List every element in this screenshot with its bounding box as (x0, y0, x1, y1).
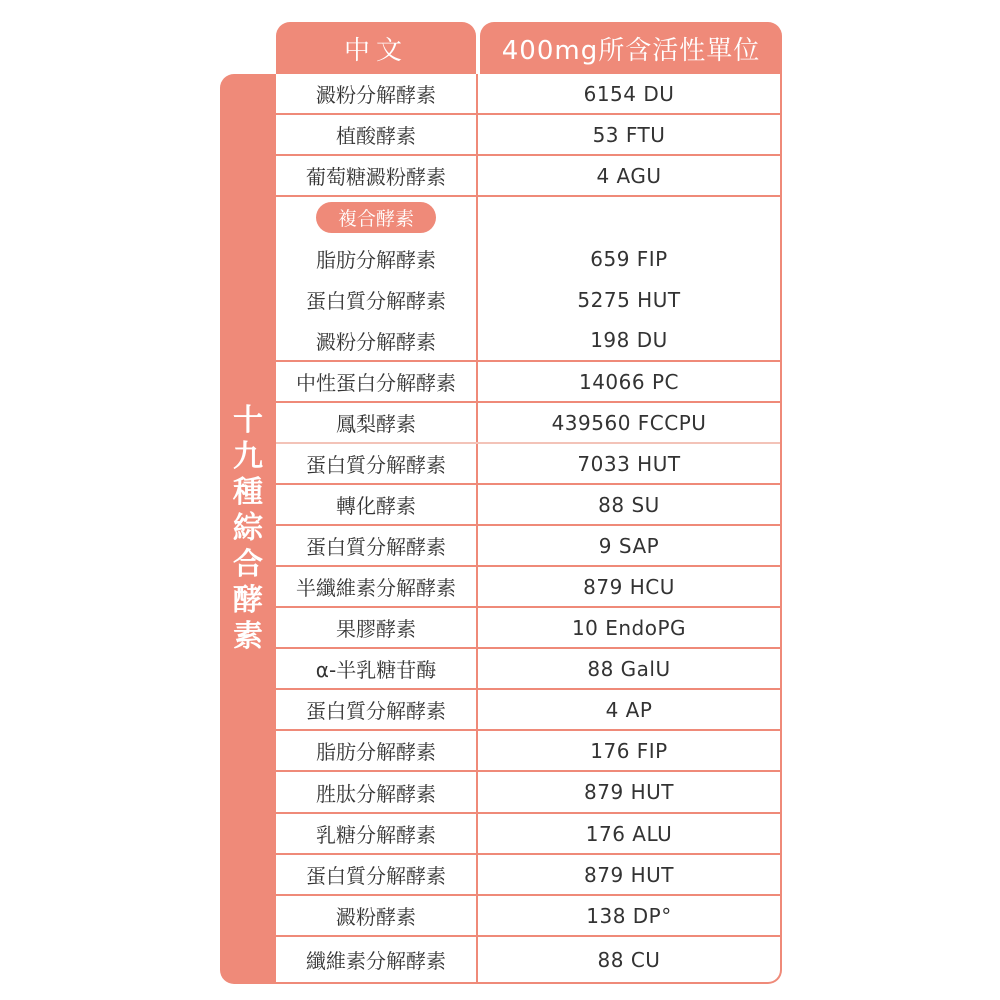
enzyme-name: 脂肪分解酵素 (276, 238, 478, 279)
table-row (276, 896, 780, 937)
activity-unit: 10 EndoPG (571, 615, 687, 640)
enzyme-name: 中性蛋白分解酵素 (276, 362, 478, 401)
enzyme-name: 澱粉分解酵素 (276, 74, 478, 113)
enzyme-name: 胜肽分解酵素 (276, 772, 478, 812)
enzyme-name: 蛋白質分解酵素 (276, 855, 478, 894)
table-row (276, 937, 780, 982)
table-row (276, 403, 780, 444)
activity-unit: 7033 HUT (577, 451, 681, 476)
table-row (276, 814, 780, 855)
table-row (276, 238, 780, 279)
side-label-char: 九 (233, 439, 263, 474)
group-badge-empty (478, 197, 780, 238)
activity-unit: 88 GalU (587, 656, 671, 681)
enzyme-name: 果膠酵素 (276, 608, 478, 647)
side-label (220, 74, 276, 984)
table-row (276, 526, 780, 567)
enzyme-table (276, 74, 782, 984)
side-label-char: 十 (233, 403, 263, 438)
enzyme-name: 乳糖分解酵素 (276, 814, 478, 853)
header-name-column: 中文 (276, 22, 476, 74)
enzyme-name: 蛋白質分解酵素 (276, 690, 478, 729)
activity-unit: 879 HUT (584, 862, 674, 887)
side-label-char: 酵 (233, 583, 263, 618)
enzyme-name: 澱粉分解酵素 (276, 320, 478, 360)
table-row (276, 772, 780, 814)
activity-unit: 879 HUT (584, 780, 674, 804)
activity-unit: 4 AGU (596, 163, 662, 188)
activity-unit: 9 SAP (598, 533, 660, 558)
table-row (276, 567, 780, 608)
side-label-char: 綜 (233, 511, 263, 546)
table-row (276, 608, 780, 649)
activity-unit: 4 AP (605, 697, 653, 722)
group-badge-row (276, 197, 780, 238)
table-row (276, 690, 780, 731)
activity-unit: 198 DU (590, 328, 668, 352)
enzyme-name: 葡萄糖澱粉酵素 (276, 156, 478, 195)
activity-unit: 88 SU (598, 492, 660, 517)
activity-unit: 138 DP° (586, 903, 672, 928)
activity-unit: 6154 DU (583, 81, 675, 106)
table-row (276, 279, 780, 320)
activity-unit: 176 FIP (590, 738, 668, 763)
table-row (276, 731, 780, 772)
activity-unit: 879 HCU (583, 574, 675, 599)
side-label-char: 素 (233, 619, 263, 654)
enzyme-name: 蛋白質分解酵素 (276, 444, 478, 483)
enzyme-name: 蛋白質分解酵素 (276, 279, 478, 320)
group-badge: 複合酵素 (316, 202, 436, 233)
table-row (276, 362, 780, 403)
enzyme-name: 半纖維素分解酵素 (276, 567, 478, 606)
activity-unit: 176 ALU (585, 821, 673, 846)
enzyme-name: 鳳梨酵素 (276, 403, 478, 442)
enzyme-name: 纖維素分解酵素 (276, 937, 478, 982)
header-unit-column: 400mg所含活性單位 (480, 22, 782, 74)
enzyme-name: 脂肪分解酵素 (276, 731, 478, 770)
side-label-char: 種 (233, 475, 263, 510)
table-row (276, 74, 780, 115)
activity-unit: 88 CU (597, 947, 661, 972)
enzyme-name: α-半乳糖苷酶 (276, 649, 478, 688)
activity-unit: 659 FIP (590, 246, 668, 271)
group-badge-cell (276, 197, 478, 238)
activity-unit: 14066 PC (578, 369, 679, 394)
enzyme-name: 蛋白質分解酵素 (276, 526, 478, 565)
table-row (276, 855, 780, 896)
side-label-char: 合 (233, 547, 263, 582)
enzyme-name: 轉化酵素 (276, 485, 478, 524)
table-row (276, 649, 780, 690)
table-row (276, 444, 780, 485)
table-row (276, 115, 780, 156)
table-row (276, 485, 780, 526)
activity-unit: 5275 HUT (577, 287, 681, 312)
table-row (276, 156, 780, 197)
activity-unit: 439560 FCCPU (551, 410, 707, 435)
activity-unit: 53 FTU (592, 122, 666, 147)
enzyme-name: 植酸酵素 (276, 115, 478, 154)
enzyme-name: 澱粉酵素 (276, 896, 478, 935)
table-row (276, 320, 780, 362)
